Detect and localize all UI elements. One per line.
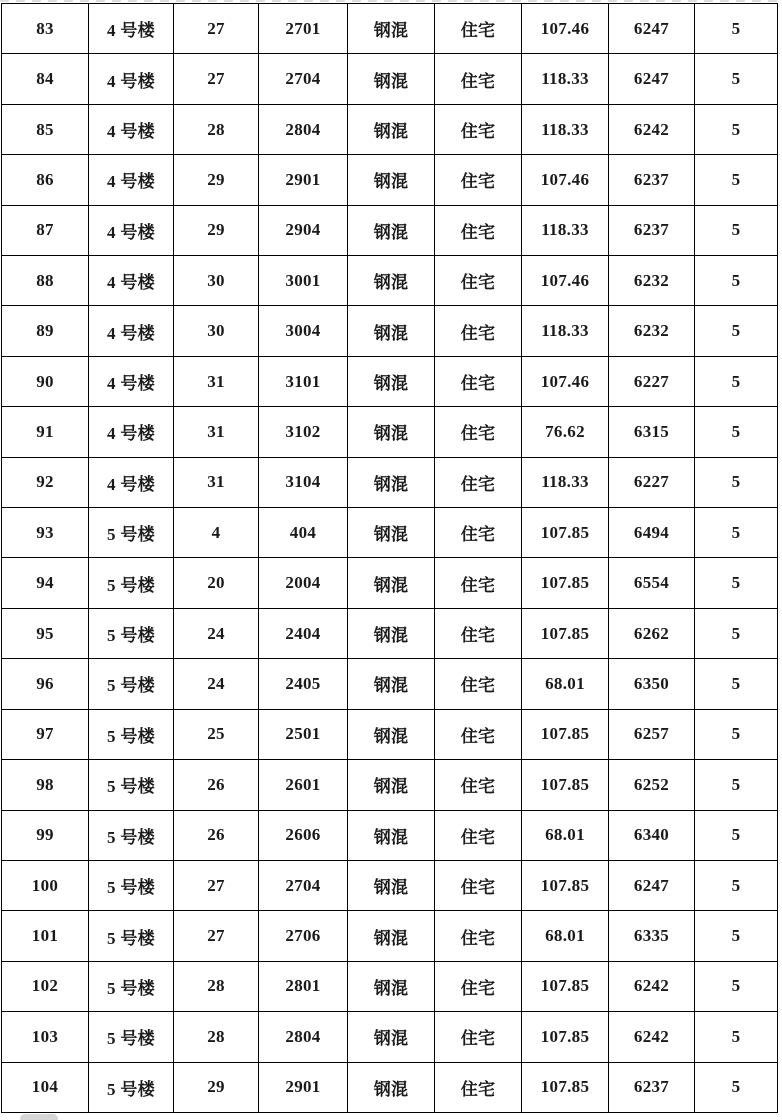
remark-cell: 5	[695, 256, 778, 306]
building-cell: 5 号楼	[89, 911, 174, 961]
floor-cell: 29	[174, 205, 259, 255]
room-number-cell: 3101	[259, 356, 348, 406]
area-cell: 76.62	[522, 407, 609, 457]
room-number-cell: 2606	[259, 810, 348, 860]
usage-cell: 住宅	[435, 356, 522, 406]
area-cell: 118.33	[522, 205, 609, 255]
table-row	[2, 659, 778, 709]
unit-price-cell: 6242	[609, 961, 695, 1011]
room-number-cell: 2004	[259, 558, 348, 608]
area-cell: 118.33	[522, 306, 609, 356]
remark-cell: 5	[695, 659, 778, 709]
unit-price-cell: 6350	[609, 659, 695, 709]
unit-price-cell: 6257	[609, 709, 695, 759]
area-cell: 68.01	[522, 810, 609, 860]
area-cell: 107.85	[522, 709, 609, 759]
usage-cell: 住宅	[435, 659, 522, 709]
area-cell: 68.01	[522, 911, 609, 961]
seq-number-cell: 94	[2, 558, 89, 608]
room-number-cell: 2901	[259, 1062, 348, 1112]
remark-cell: 5	[695, 205, 778, 255]
usage-cell: 住宅	[435, 558, 522, 608]
remark-cell: 5	[695, 457, 778, 507]
seq-number-cell: 83	[2, 4, 89, 54]
remark-cell: 5	[695, 54, 778, 104]
structure-cell: 钢混	[348, 306, 435, 356]
building-cell: 5 号楼	[89, 508, 174, 558]
structure-cell: 钢混	[348, 709, 435, 759]
room-number-cell: 2405	[259, 659, 348, 709]
remark-cell: 5	[695, 608, 778, 658]
structure-cell: 钢混	[348, 608, 435, 658]
building-cell: 4 号楼	[89, 256, 174, 306]
structure-cell: 钢混	[348, 205, 435, 255]
area-cell: 107.85	[522, 1062, 609, 1112]
usage-cell: 住宅	[435, 256, 522, 306]
floor-cell: 31	[174, 457, 259, 507]
room-number-cell: 2904	[259, 205, 348, 255]
floor-cell: 28	[174, 1012, 259, 1062]
structure-cell: 钢混	[348, 407, 435, 457]
usage-cell: 住宅	[435, 709, 522, 759]
structure-cell: 钢混	[348, 457, 435, 507]
seq-number-cell: 102	[2, 961, 89, 1011]
seq-number-cell: 95	[2, 608, 89, 658]
usage-cell: 住宅	[435, 407, 522, 457]
structure-cell: 钢混	[348, 1062, 435, 1112]
table-row	[2, 1012, 778, 1062]
building-cell: 5 号楼	[89, 961, 174, 1011]
room-number-cell: 2706	[259, 911, 348, 961]
seq-number-cell: 91	[2, 407, 89, 457]
structure-cell: 钢混	[348, 860, 435, 910]
table-row	[2, 810, 778, 860]
structure-cell: 钢混	[348, 4, 435, 54]
room-number-cell: 3001	[259, 256, 348, 306]
building-cell: 5 号楼	[89, 1062, 174, 1112]
table-row	[2, 709, 778, 759]
area-cell: 118.33	[522, 104, 609, 154]
structure-cell: 钢混	[348, 558, 435, 608]
usage-cell: 住宅	[435, 4, 522, 54]
price-table	[1, 3, 778, 1113]
area-cell: 107.85	[522, 860, 609, 910]
usage-cell: 住宅	[435, 155, 522, 205]
table-row	[2, 760, 778, 810]
remark-cell: 5	[695, 860, 778, 910]
building-cell: 4 号楼	[89, 54, 174, 104]
floor-cell: 26	[174, 810, 259, 860]
building-cell: 5 号楼	[89, 558, 174, 608]
room-number-cell: 2601	[259, 760, 348, 810]
seq-number-cell: 92	[2, 457, 89, 507]
table-row	[2, 508, 778, 558]
unit-price-cell: 6554	[609, 558, 695, 608]
room-number-cell: 3104	[259, 457, 348, 507]
table-row	[2, 54, 778, 104]
unit-price-cell: 6227	[609, 457, 695, 507]
area-cell: 68.01	[522, 659, 609, 709]
usage-cell: 住宅	[435, 1012, 522, 1062]
area-cell: 107.46	[522, 256, 609, 306]
building-cell: 5 号楼	[89, 608, 174, 658]
building-cell: 5 号楼	[89, 810, 174, 860]
usage-cell: 住宅	[435, 961, 522, 1011]
usage-cell: 住宅	[435, 760, 522, 810]
seq-number-cell: 93	[2, 508, 89, 558]
seq-number-cell: 89	[2, 306, 89, 356]
unit-price-cell: 6232	[609, 306, 695, 356]
area-cell: 107.85	[522, 508, 609, 558]
building-cell: 5 号楼	[89, 709, 174, 759]
usage-cell: 住宅	[435, 457, 522, 507]
table-row	[2, 155, 778, 205]
room-number-cell: 2704	[259, 54, 348, 104]
remark-cell: 5	[695, 760, 778, 810]
floor-cell: 26	[174, 760, 259, 810]
room-number-cell: 2701	[259, 4, 348, 54]
area-cell: 118.33	[522, 457, 609, 507]
remark-cell: 5	[695, 508, 778, 558]
remark-cell: 5	[695, 1012, 778, 1062]
usage-cell: 住宅	[435, 104, 522, 154]
area-cell: 107.85	[522, 961, 609, 1011]
remark-cell: 5	[695, 911, 778, 961]
usage-cell: 住宅	[435, 1062, 522, 1112]
seq-number-cell: 88	[2, 256, 89, 306]
floor-cell: 28	[174, 961, 259, 1011]
floor-cell: 27	[174, 911, 259, 961]
table-row	[2, 306, 778, 356]
room-number-cell: 3004	[259, 306, 348, 356]
table-row	[2, 961, 778, 1011]
building-cell: 5 号楼	[89, 760, 174, 810]
seq-number-cell: 85	[2, 104, 89, 154]
remark-cell: 5	[695, 1062, 778, 1112]
usage-cell: 住宅	[435, 508, 522, 558]
structure-cell: 钢混	[348, 911, 435, 961]
room-number-cell: 3102	[259, 407, 348, 457]
floor-cell: 31	[174, 407, 259, 457]
unit-price-cell: 6227	[609, 356, 695, 406]
floor-cell: 29	[174, 155, 259, 205]
remark-cell: 5	[695, 810, 778, 860]
unit-price-cell: 6237	[609, 1062, 695, 1112]
floor-cell: 27	[174, 4, 259, 54]
unit-price-cell: 6247	[609, 4, 695, 54]
table-row	[2, 104, 778, 154]
remark-cell: 5	[695, 306, 778, 356]
building-cell: 4 号楼	[89, 4, 174, 54]
unit-price-cell: 6247	[609, 54, 695, 104]
unit-price-cell: 6242	[609, 1012, 695, 1062]
floor-cell: 30	[174, 256, 259, 306]
table-row	[2, 860, 778, 910]
unit-price-cell: 6237	[609, 155, 695, 205]
floor-cell: 27	[174, 860, 259, 910]
building-cell: 4 号楼	[89, 205, 174, 255]
building-cell: 5 号楼	[89, 1012, 174, 1062]
usage-cell: 住宅	[435, 205, 522, 255]
floor-cell: 28	[174, 104, 259, 154]
usage-cell: 住宅	[435, 911, 522, 961]
structure-cell: 钢混	[348, 810, 435, 860]
seq-number-cell: 100	[2, 860, 89, 910]
seq-number-cell: 99	[2, 810, 89, 860]
room-number-cell: 2804	[259, 1012, 348, 1062]
area-cell: 107.85	[522, 558, 609, 608]
structure-cell: 钢混	[348, 104, 435, 154]
usage-cell: 住宅	[435, 306, 522, 356]
remark-cell: 5	[695, 4, 778, 54]
structure-cell: 钢混	[348, 256, 435, 306]
usage-cell: 住宅	[435, 810, 522, 860]
area-cell: 107.85	[522, 760, 609, 810]
table-row	[2, 356, 778, 406]
room-number-cell: 2901	[259, 155, 348, 205]
room-number-cell: 2801	[259, 961, 348, 1011]
unit-price-cell: 6262	[609, 608, 695, 658]
unit-price-cell: 6335	[609, 911, 695, 961]
building-cell: 4 号楼	[89, 155, 174, 205]
table-row	[2, 256, 778, 306]
structure-cell: 钢混	[348, 659, 435, 709]
floor-cell: 31	[174, 356, 259, 406]
price-table-body	[2, 4, 778, 1113]
unit-price-cell: 6252	[609, 760, 695, 810]
room-number-cell: 2404	[259, 608, 348, 658]
structure-cell: 钢混	[348, 54, 435, 104]
seq-number-cell: 104	[2, 1062, 89, 1112]
unit-price-cell: 6340	[609, 810, 695, 860]
unit-price-cell: 6237	[609, 205, 695, 255]
seq-number-cell: 101	[2, 911, 89, 961]
table-row	[2, 4, 778, 54]
structure-cell: 钢混	[348, 356, 435, 406]
seq-number-cell: 84	[2, 54, 89, 104]
remark-cell: 5	[695, 356, 778, 406]
room-number-cell: 2704	[259, 860, 348, 910]
bottom-page-edge-artifact	[20, 1114, 58, 1120]
seq-number-cell: 103	[2, 1012, 89, 1062]
table-row	[2, 558, 778, 608]
area-cell: 107.46	[522, 155, 609, 205]
seq-number-cell: 97	[2, 709, 89, 759]
remark-cell: 5	[695, 709, 778, 759]
seq-number-cell: 90	[2, 356, 89, 406]
usage-cell: 住宅	[435, 860, 522, 910]
unit-price-cell: 6242	[609, 104, 695, 154]
usage-cell: 住宅	[435, 54, 522, 104]
area-cell: 118.33	[522, 54, 609, 104]
table-row	[2, 407, 778, 457]
room-number-cell: 404	[259, 508, 348, 558]
floor-cell: 29	[174, 1062, 259, 1112]
unit-price-cell: 6494	[609, 508, 695, 558]
area-cell: 107.85	[522, 608, 609, 658]
structure-cell: 钢混	[348, 1012, 435, 1062]
room-number-cell: 2804	[259, 104, 348, 154]
floor-cell: 20	[174, 558, 259, 608]
table-row	[2, 608, 778, 658]
area-cell: 107.85	[522, 1012, 609, 1062]
remark-cell: 5	[695, 961, 778, 1011]
structure-cell: 钢混	[348, 961, 435, 1011]
remark-cell: 5	[695, 155, 778, 205]
building-cell: 5 号楼	[89, 860, 174, 910]
table-row	[2, 205, 778, 255]
room-number-cell: 2501	[259, 709, 348, 759]
building-cell: 4 号楼	[89, 306, 174, 356]
remark-cell: 5	[695, 407, 778, 457]
area-cell: 107.46	[522, 356, 609, 406]
seq-number-cell: 87	[2, 205, 89, 255]
remark-cell: 5	[695, 104, 778, 154]
seq-number-cell: 96	[2, 659, 89, 709]
floor-cell: 24	[174, 659, 259, 709]
unit-price-cell: 6232	[609, 256, 695, 306]
floor-cell: 27	[174, 54, 259, 104]
seq-number-cell: 86	[2, 155, 89, 205]
area-cell: 107.46	[522, 4, 609, 54]
building-cell: 4 号楼	[89, 356, 174, 406]
building-cell: 4 号楼	[89, 457, 174, 507]
building-cell: 5 号楼	[89, 659, 174, 709]
building-cell: 4 号楼	[89, 407, 174, 457]
structure-cell: 钢混	[348, 508, 435, 558]
table-row	[2, 1062, 778, 1112]
floor-cell: 24	[174, 608, 259, 658]
table-row	[2, 457, 778, 507]
unit-price-cell: 6247	[609, 860, 695, 910]
remark-cell: 5	[695, 558, 778, 608]
seq-number-cell: 98	[2, 760, 89, 810]
unit-price-cell: 6315	[609, 407, 695, 457]
structure-cell: 钢混	[348, 760, 435, 810]
floor-cell: 4	[174, 508, 259, 558]
building-cell: 4 号楼	[89, 104, 174, 154]
usage-cell: 住宅	[435, 608, 522, 658]
structure-cell: 钢混	[348, 155, 435, 205]
top-page-edge-artifact	[0, 0, 782, 2]
floor-cell: 25	[174, 709, 259, 759]
table-row	[2, 911, 778, 961]
floor-cell: 30	[174, 306, 259, 356]
